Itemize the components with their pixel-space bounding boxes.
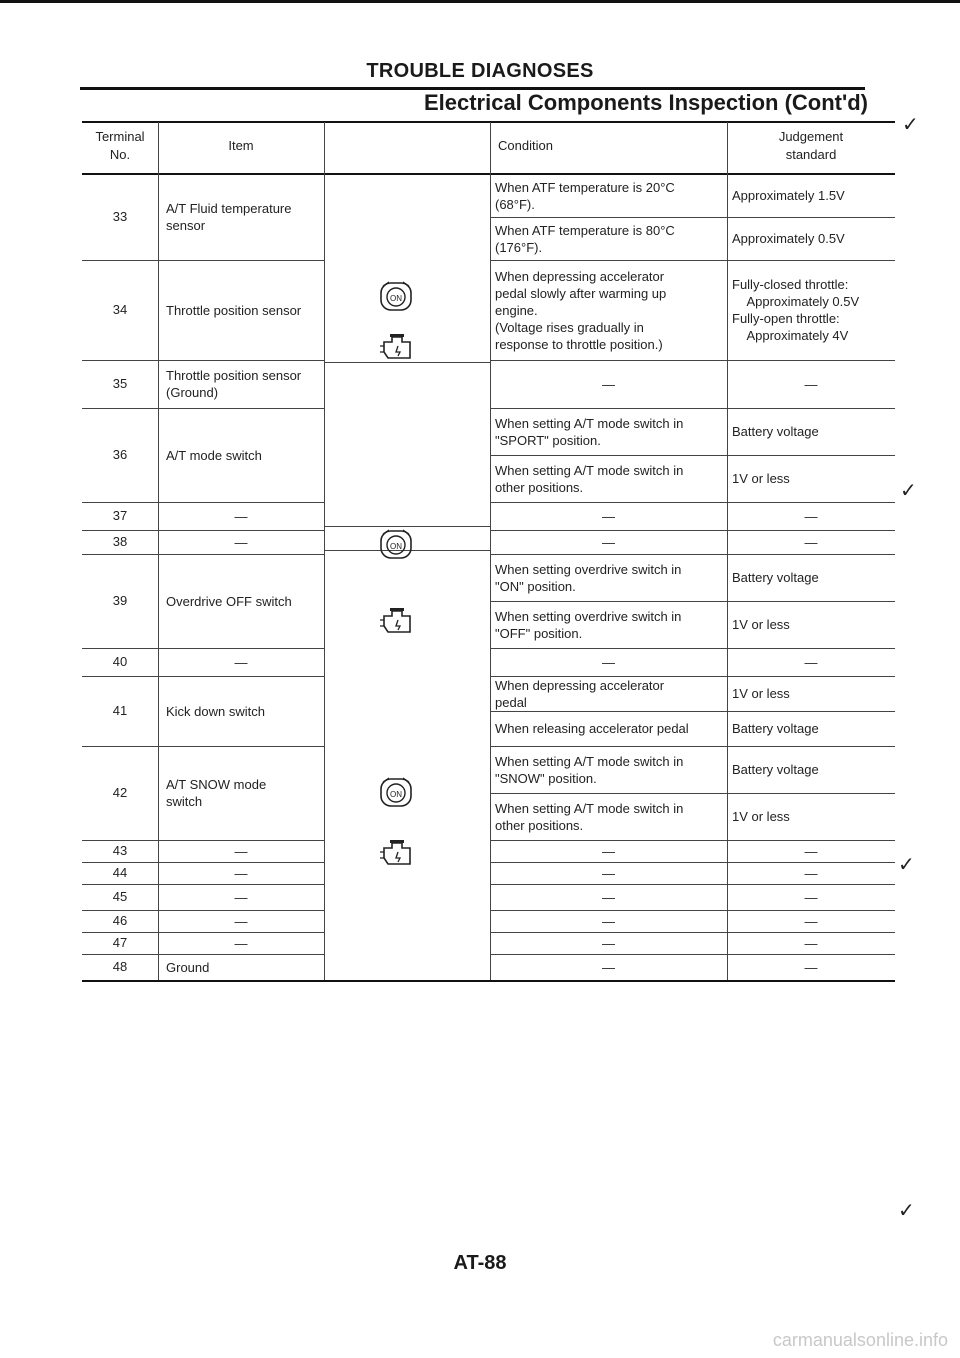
revision-check-mark: ✓ (900, 480, 917, 502)
judgement-value: 1V or less (732, 809, 790, 824)
row-divider (82, 954, 324, 955)
condition-text: When setting A/T mode switch in other positions. (495, 800, 684, 833)
row-divider (490, 530, 895, 531)
svg-text:ON: ON (390, 790, 402, 799)
judgement-value: Fully-closed throttle: Approximately 0.5V Fully-open throttle: Approximately 4V (732, 277, 860, 343)
condition-text: When setting overdrive switch in "ON" position. (495, 561, 682, 594)
column-divider (324, 122, 325, 982)
revision-check-mark: ✓ (898, 854, 915, 876)
column-divider (158, 122, 159, 982)
judgement-value: — (804, 865, 818, 881)
judgement-value: 1V or less (732, 686, 790, 701)
row-divider (490, 260, 895, 261)
condition-text: — (602, 935, 615, 951)
item-name: — (234, 843, 248, 859)
table-top-rule (82, 121, 895, 123)
sub-row-divider (490, 711, 895, 712)
item-name: A/T mode switch (166, 447, 262, 463)
sub-row-divider (490, 217, 895, 218)
row-divider (82, 884, 324, 885)
item-name: — (234, 889, 248, 905)
item-name: — (234, 654, 248, 670)
condition-text: When ATF temperature is 80°C (176°F). (495, 222, 675, 255)
row-divider (490, 648, 895, 649)
svg-text:ON: ON (390, 294, 402, 303)
condition-text: When setting A/T mode switch in "SPORT" position. (495, 415, 684, 448)
row-divider (82, 676, 324, 677)
item-name: Kick down switch (166, 703, 265, 719)
judgement-value: — (804, 508, 818, 524)
header-terminal: Terminal (95, 129, 145, 144)
sub-row-divider (490, 793, 895, 794)
row-divider (490, 840, 895, 841)
row-divider (82, 746, 324, 747)
terminal-number: 43 (112, 843, 128, 858)
watermark: carmanualsonline.info (772, 1330, 948, 1350)
icon-column-divider (324, 526, 490, 527)
judgement-value: Battery voltage (732, 424, 819, 439)
terminal-number: 41 (112, 703, 128, 718)
row-divider (82, 260, 324, 261)
terminal-number: 46 (112, 913, 128, 928)
condition-text: — (602, 508, 615, 524)
item-name: — (234, 913, 248, 929)
judgement-value: 1V or less (732, 471, 790, 486)
judgement-value: — (804, 376, 818, 392)
header-judgement-standard: standard (785, 147, 837, 162)
terminal-number: 45 (112, 889, 128, 904)
judgement-value: 1V or less (732, 617, 790, 632)
page-title: TROUBLE DIAGNOSES (366, 60, 594, 82)
terminal-number: 44 (112, 865, 128, 880)
item-name: — (234, 865, 248, 881)
condition-text: — (602, 376, 615, 392)
condition-text: When ATF temperature is 20°C (68°F). (495, 179, 675, 212)
judgement-value: — (804, 959, 818, 975)
terminal-number: 42 (112, 785, 128, 800)
terminal-number: 48 (112, 959, 128, 974)
item-name: Overdrive OFF switch (166, 593, 292, 609)
row-divider (82, 530, 324, 531)
judgement-value: Battery voltage (732, 762, 819, 777)
engine-running-icon (378, 604, 418, 638)
page-number: AT-88 (453, 1252, 507, 1274)
row-divider (82, 554, 324, 555)
terminal-number: 38 (112, 534, 128, 549)
judgement-value: — (804, 913, 818, 929)
ignition-switch-on-icon (378, 280, 418, 314)
row-divider (490, 932, 895, 933)
terminal-number: 39 (112, 593, 128, 608)
table-bottom-rule (82, 980, 895, 982)
row-divider (82, 502, 324, 503)
condition-text: — (602, 865, 615, 881)
judgement-value: — (804, 654, 818, 670)
terminal-number: 47 (112, 935, 128, 950)
item-name: Throttle position sensor (Ground) (166, 368, 302, 400)
header-judgement: Judgement (778, 129, 844, 144)
sub-row-divider (490, 455, 895, 456)
condition-text: — (602, 534, 615, 550)
row-divider (490, 910, 895, 911)
header-condition: Condition (498, 138, 553, 153)
condition-text: — (602, 913, 615, 929)
column-divider (490, 122, 491, 982)
engine-running-icon (378, 836, 418, 870)
condition-text: When setting A/T mode switch in "SNOW" position. (495, 753, 684, 786)
header-item: Item (228, 138, 254, 153)
row-divider (82, 910, 324, 911)
condition-text: — (602, 843, 615, 859)
condition-text: — (602, 959, 615, 975)
condition-text: When setting overdrive switch in "OFF" position. (495, 608, 682, 641)
judgement-value: Battery voltage (732, 570, 819, 585)
judgement-value: — (804, 843, 818, 859)
section-subtitle: Electrical Components Inspection (Cont'd) (423, 90, 868, 115)
item-name: — (234, 935, 248, 951)
row-divider (82, 648, 324, 649)
row-divider (490, 884, 895, 885)
condition-text: — (602, 889, 615, 905)
item-name: A/T SNOW mode switch (166, 777, 267, 809)
row-divider (490, 408, 895, 409)
engine-running-icon (378, 330, 418, 364)
condition-text: — (602, 654, 615, 670)
row-divider (82, 932, 324, 933)
row-divider (490, 862, 895, 863)
top-border-rule (0, 0, 960, 3)
row-divider (82, 840, 324, 841)
judgement-value: — (804, 935, 818, 951)
row-divider (490, 360, 895, 361)
item-name: A/T Fluid temperature sensor (166, 201, 292, 233)
table-header-rule (82, 173, 895, 175)
svg-text:ON: ON (390, 542, 402, 551)
column-divider (727, 122, 728, 982)
terminal-number: 40 (112, 654, 128, 669)
condition-text: When releasing accelerator pedal (495, 721, 689, 736)
item-name: — (234, 508, 248, 524)
judgement-value: Approximately 0.5V (732, 231, 845, 246)
judgement-value: — (804, 889, 818, 905)
ignition-switch-on-icon (378, 528, 418, 562)
row-divider (490, 502, 895, 503)
terminal-number: 37 (112, 508, 128, 523)
judgement-value: — (804, 534, 818, 550)
condition-text: When setting A/T mode switch in other positions. (495, 462, 684, 495)
revision-check-mark: ✓ (898, 1200, 915, 1222)
terminal-number: 34 (112, 302, 128, 317)
row-divider (82, 360, 324, 361)
terminal-number: 33 (112, 209, 128, 224)
condition-text: When depressing accelerator pedal slowly after warming up engine. (Voltage rises gradually in response to throttle position.) (495, 268, 667, 352)
item-name: Throttle position sensor (166, 302, 302, 318)
condition-text: When depressing accelerator pedal (495, 677, 665, 710)
row-divider (490, 554, 895, 555)
judgement-value: Approximately 1.5V (732, 188, 845, 203)
terminal-number: 35 (112, 376, 128, 391)
row-divider (82, 862, 324, 863)
sub-row-divider (490, 601, 895, 602)
revision-check-mark: ✓ (902, 114, 919, 136)
item-name: — (234, 534, 248, 550)
row-divider (490, 954, 895, 955)
judgement-value: Battery voltage (732, 721, 819, 736)
row-divider (82, 408, 324, 409)
row-divider (490, 746, 895, 747)
header-terminal-no: No. (109, 147, 131, 162)
item-name: Ground (166, 959, 210, 975)
ignition-switch-on-icon (378, 776, 418, 810)
terminal-number: 36 (112, 447, 128, 462)
